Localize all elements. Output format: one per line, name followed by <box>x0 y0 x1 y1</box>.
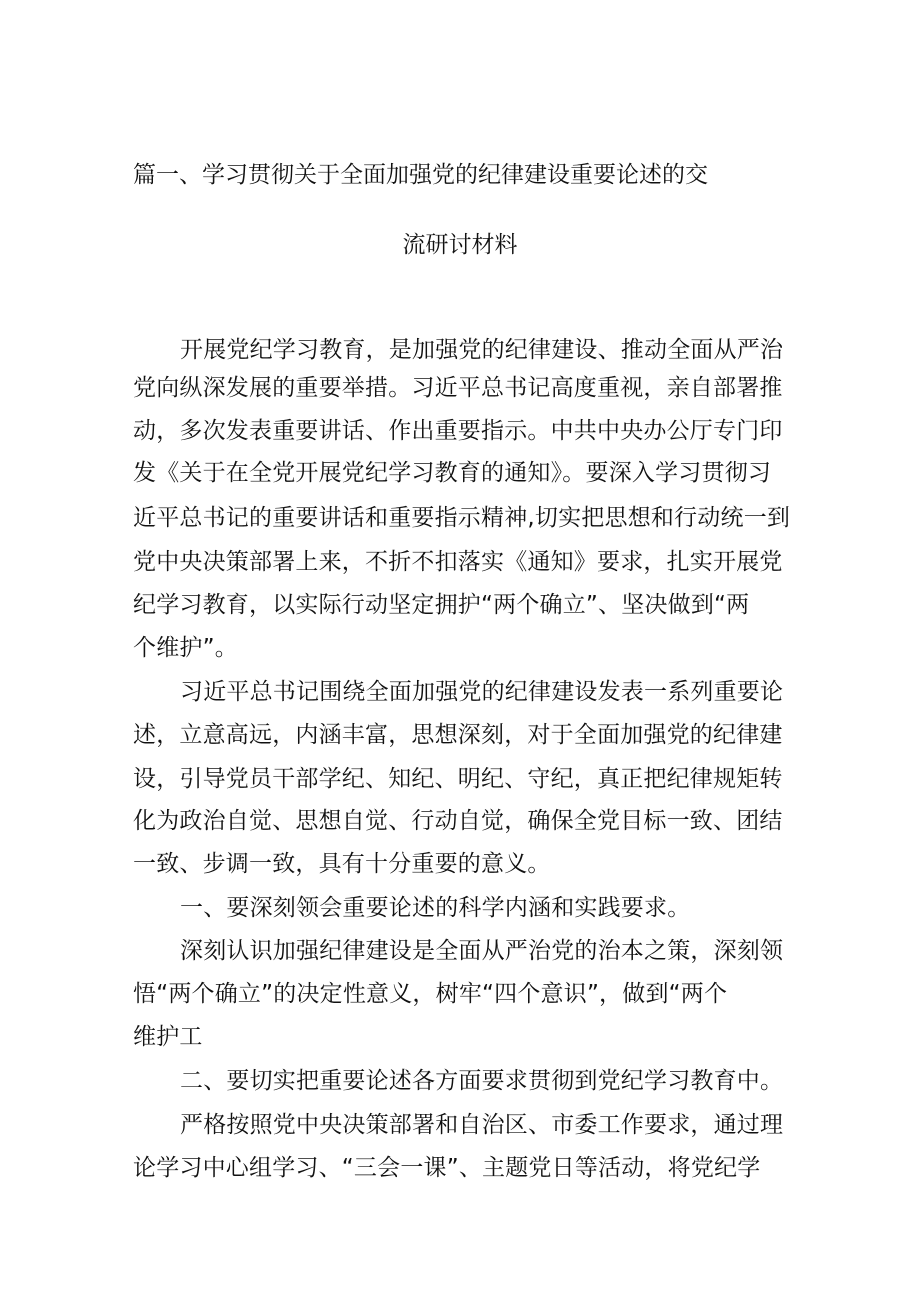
paragraph-3-line-2: 悟“两个确立”的决定性意义，树牢“四个意识”，做到“两个 <box>133 981 728 1007</box>
paragraph-2-line-1: 习近平总书记围绕全面加强党的纪律建设发表一系列重要论 <box>180 679 784 705</box>
paragraph-1-line-2: 党向纵深发展的重要举措。习近平总书记高度重视，亲自部署推 <box>133 375 783 401</box>
paragraph-1-line-7: 纪学习教育，以实际行动坚定拥护“两个确立”、坚决做到“两 <box>133 592 750 618</box>
paragraph-2-line-3: 设，引导党员干部学纪、知纪、明纪、守纪，真正把纪律规矩转 <box>133 766 783 792</box>
paragraph-1-line-1: 开展党纪学习教育，是加强党的纪律建设、推动全面从严治 <box>180 337 784 363</box>
paragraph-1-line-3: 动，多次发表重要讲话、作出重要指示。中共中央办公厅专门印 <box>133 418 783 444</box>
section-heading-1: 一、要深刻领会重要论述的科学内涵和实践要求。 <box>180 895 691 921</box>
paragraph-3-line-1: 深刻认识加强纪律建设是全面从严治党的治本之策，深刻领 <box>180 938 784 964</box>
paragraph-1-line-4: 发《关于在全党开展党纪学习教育的通知》。要深入学习贯彻习 <box>133 460 772 486</box>
paragraph-1-line-8: 个维护”。 <box>133 635 238 661</box>
paragraph-1-line-5: 近平总书记的重要讲话和重要指示精神,切实把思想和行动统一到 <box>133 505 791 531</box>
section-heading-2: 二、要切实把重要论述各方面要求贯彻到党纪学习教育中。 <box>180 1068 784 1094</box>
paragraph-1-line-6: 党中央决策部署上来，不折不扣落实《通知》要求，扎实开展党 <box>133 549 783 575</box>
document-title-line-1: 篇一、学习贯彻关于全面加强党的纪律建设重要论述的交 <box>133 162 708 188</box>
paragraph-2-line-5: 一致、步调一致，具有十分重要的意义。 <box>133 851 551 877</box>
paragraph-4-line-2: 论学习中心组学习、“三会一课”、主题党日等活动，将党纪学 <box>133 1155 761 1181</box>
document-title-line-2: 流研讨材料 <box>402 232 518 258</box>
paragraph-2-line-2: 述，立意高远，内涵丰富，思想深刻，对于全面加强党的纪律建 <box>133 722 783 748</box>
paragraph-4-line-1: 严格按照党中央决策部署和自治区、市委工作要求，通过理 <box>180 1112 784 1138</box>
paragraph-3-line-3: 维护工 <box>133 1024 203 1050</box>
paragraph-2-line-4: 化为政治自觉、思想自觉、行动自觉，确保全党目标一致、团结 <box>133 808 783 834</box>
